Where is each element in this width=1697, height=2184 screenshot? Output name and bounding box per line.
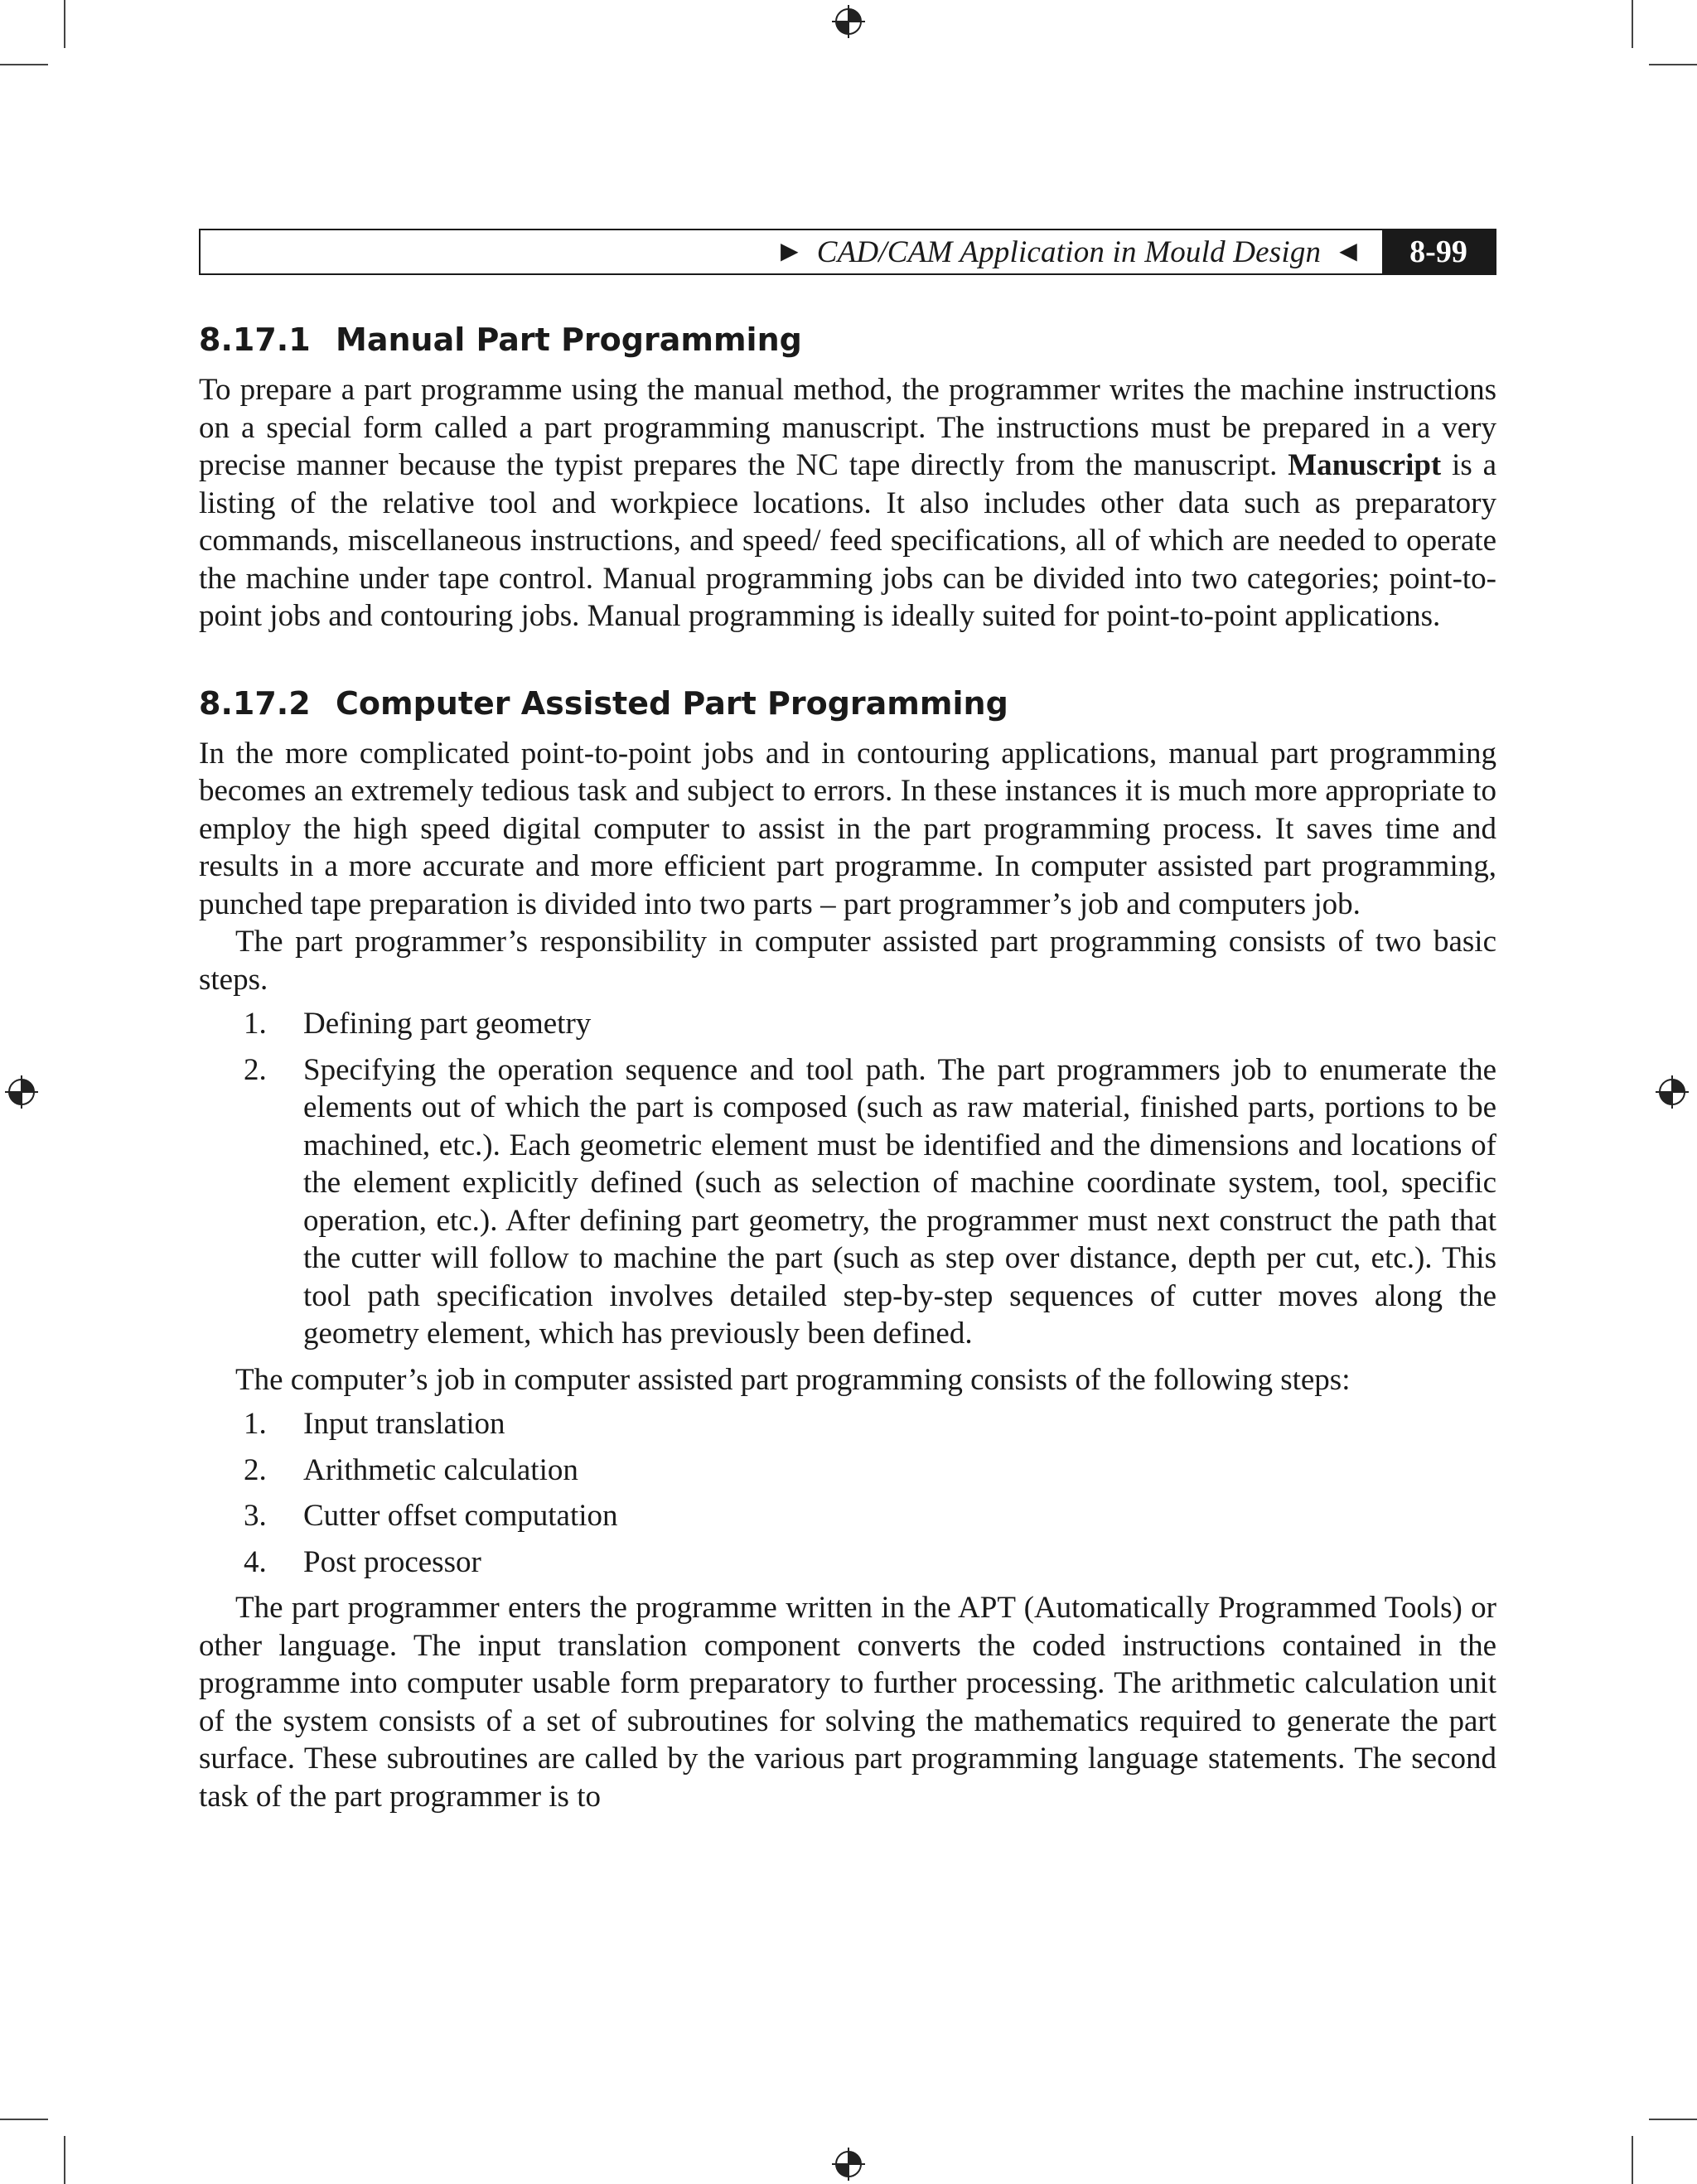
section-title: Computer Assisted Part Programming	[336, 684, 1008, 722]
list-item	[199, 1497, 1496, 1535]
crop-mark	[0, 64, 48, 65]
list-text: Cutter offset computation	[303, 1499, 618, 1533]
section-number: 8.17.1	[199, 321, 311, 358]
paragraph: In the more complicated point-to-point jobs and in contouring applications, manual part programming becomes an extremely tedious task and subject to errors. In these instances it is much more appropriate to employ the high speed digital computer to assist in the part programming process. It saves time and results in a more accurate and more efficient part programme. In computer assisted part programming, punched tape preparation is divided into two parts – part programmer’s job and computers job.	[199, 736, 1496, 921]
paragraph: The computer’s job in computer assisted part programming consists of the following steps:	[235, 1362, 1351, 1397]
paragraph: The part programmer’s responsibility in computer assisted part programming consists of two basic steps.	[199, 925, 1496, 997]
page-number: 8-99	[1382, 230, 1495, 273]
list-text: Defining part geometry	[303, 1007, 592, 1041]
running-title	[781, 234, 1357, 270]
list-number: 3.	[244, 1499, 267, 1533]
section-number: 8.17.2	[199, 684, 311, 722]
paragraph-text: is a listing of the relative tool and workpiece locations. It also includes other data such as preparatory commands, miscellaneous instructions, and speed/ feed specifications, all of which are needed to operate the machine under tape control. Manual programming jobs can be divided into two categories; point-to-point jobs and contouring jobs. Manual programming is ideally suited for point-to-point applications.	[199, 448, 1496, 633]
list-item	[199, 1452, 1496, 1490]
section-heading-manual	[199, 315, 1496, 365]
list-text: Specifying the operation sequence and tool path. The part programmers job to enumerate the elements out of which the part is composed (such as raw material, finished parts, portions to be machined, etc.). Each geometric element must be identified and the dimensions and locations of the element explicitly defined (such as selection of machine coordinate system, tool, specific operation, etc.). After defining part geometry, the programmer must next construct the path that the cutter will follow to machine the part (such as step over distance, depth per cut, etc.). This tool path specification involves detailed step-by-step sequences of cutter moves along the geometry element, which has previously been defined.	[303, 1052, 1496, 1351]
list-number: 4.	[244, 1544, 267, 1579]
computer-steps-list	[199, 1405, 1496, 1581]
page-content	[199, 315, 1496, 1815]
bold-term: Manuscript	[1288, 448, 1442, 482]
crop-mark	[0, 2119, 48, 2120]
running-header	[199, 229, 1496, 275]
list-item	[199, 1405, 1496, 1443]
paragraph: The part programmer enters the programme written in the APT (Automatically Programmed Tools) or other language. The input translation component converts the coded instructions contained in the programme into computer usable form preparatory to further processing. The arithmetic calculation unit of the system consists of a set of subroutines for solving the mathematics required to generate the part surface. These subroutines are called by the various part programming language statements. The second task of the part programmer is to	[199, 1591, 1496, 1814]
crop-mark	[64, 0, 65, 48]
triangle-left-icon: ◀	[1339, 239, 1357, 264]
crop-mark	[1649, 64, 1697, 65]
programmer-steps-list	[199, 1005, 1496, 1353]
registration-mark-icon	[5, 1075, 38, 1109]
list-item	[199, 1544, 1496, 1582]
list-number: 1.	[244, 1407, 267, 1441]
section-heading-computer-assisted	[199, 679, 1496, 728]
section-title: Manual Part Programming	[336, 321, 802, 358]
registration-mark-icon	[1656, 1075, 1689, 1109]
list-item	[199, 1005, 1496, 1043]
running-title-text: CAD/CAM Application in Mould Design	[816, 234, 1322, 269]
list-number: 2.	[244, 1452, 267, 1487]
list-text: Arithmetic calculation	[303, 1452, 578, 1487]
paragraph	[199, 371, 1496, 635]
list-text: Input translation	[303, 1407, 505, 1441]
list-number: 2.	[244, 1052, 267, 1087]
crop-mark	[1649, 2119, 1697, 2120]
list-item	[199, 1051, 1496, 1353]
registration-mark-icon	[832, 2148, 865, 2181]
crop-mark	[1632, 0, 1633, 48]
crop-mark	[1632, 2136, 1633, 2184]
registration-mark-icon	[832, 5, 865, 38]
paragraph-text: To prepare a part programme using the manual method, the programmer writes the machine instructions on a special form called a part programming manuscript. The instructions must be prepared in a very precise manner because the typist prepares the NC tape directly from the manuscript.	[199, 373, 1496, 482]
list-text: Post processor	[303, 1544, 481, 1579]
triangle-right-icon: ▶	[780, 239, 799, 264]
crop-mark	[64, 2136, 65, 2184]
list-number: 1.	[244, 1007, 267, 1041]
